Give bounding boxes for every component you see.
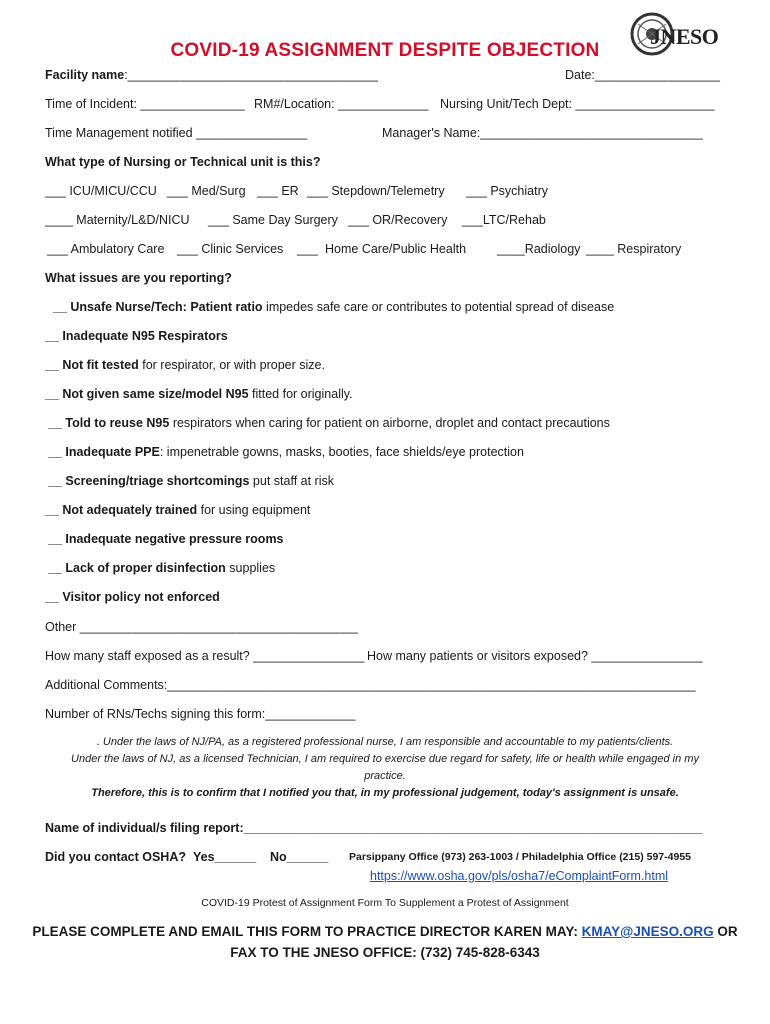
nursing-unit-field[interactable]: Nursing Unit/Tech Dept: ____________________ bbox=[440, 97, 715, 111]
issue-label: __ Inadequate negative pressure rooms bbox=[48, 532, 284, 546]
unit-med-surg[interactable]: ___ Med/Surg bbox=[167, 184, 246, 198]
unit-or-recovery[interactable]: ___ OR/Recovery bbox=[348, 213, 448, 227]
issue-label: __ Lack of proper disinfection bbox=[48, 561, 226, 575]
unit-ambulatory[interactable]: ___ Ambulatory Care bbox=[47, 242, 165, 256]
facility-name-field[interactable] bbox=[45, 68, 378, 82]
issue-detail: impedes safe care or contributes to potential spread of disease bbox=[262, 300, 615, 314]
unit-er[interactable]: ___ ER bbox=[257, 184, 299, 198]
issue-detail: for using equipment bbox=[197, 503, 311, 517]
footer-email-link[interactable]: KMAY@JNESO.ORG bbox=[581, 924, 714, 939]
unit-radiology[interactable]: ____Radiology bbox=[497, 242, 581, 256]
unit-ltc-rehab[interactable]: ___LTC/Rehab bbox=[462, 213, 546, 227]
unit-question: What type of Nursing or Technical unit is this? bbox=[45, 155, 321, 169]
statement-line-1: . Under the laws of NJ/PA, as a registered professional nurse, I am responsible and accountable to my patients/clients. bbox=[96, 736, 674, 748]
issue-label: __ Unsafe Nurse/Tech: Patient ratio bbox=[53, 300, 263, 314]
issue-detail: put staff at risk bbox=[249, 474, 334, 488]
issue-label: __ Not adequately trained bbox=[45, 503, 198, 517]
statement-line-2: Under the laws of NJ, as a licensed Technician, I am required to exercise due regard for safety, life or health while engaged in my bbox=[71, 753, 699, 765]
footer-instruction bbox=[0, 924, 770, 939]
issue-item[interactable] bbox=[45, 590, 220, 604]
issue-detail: respirators when caring for patient on airborne, droplet and contact precautions bbox=[169, 416, 610, 430]
logo-text: JNESO bbox=[650, 24, 719, 49]
unit-respiratory[interactable]: ____ Respiratory bbox=[586, 242, 682, 256]
date-field[interactable]: Date:__________________ bbox=[565, 68, 721, 82]
unit-stepdown[interactable]: ___ Stepdown/Telemetry bbox=[307, 184, 445, 198]
footer-text-or: OR bbox=[713, 924, 738, 939]
issue-item[interactable] bbox=[45, 358, 325, 372]
osha-no-field[interactable]: No______ bbox=[270, 850, 329, 864]
issue-label: __ Not fit tested bbox=[45, 358, 139, 372]
issue-label: __ Told to reuse N95 bbox=[48, 416, 170, 430]
issue-item[interactable] bbox=[53, 300, 614, 314]
filing-name-field[interactable]: Name of individual/s filing report:__________________________________________________________________ bbox=[45, 821, 703, 835]
issue-item[interactable] bbox=[48, 474, 334, 488]
issue-detail: supplies bbox=[225, 561, 276, 575]
unit-icu[interactable]: ___ ICU/MICU/CCU bbox=[45, 184, 157, 198]
additional-comments-field[interactable]: Additional Comments:____________________________________________________________________________ bbox=[45, 678, 696, 692]
other-field[interactable]: Other ________________________________________ bbox=[45, 620, 358, 634]
osha-offices: Parsippany Office (973) 263-1003 / Philadelphia Office (215) 597-4955 bbox=[349, 851, 691, 863]
issue-item[interactable] bbox=[45, 503, 310, 517]
unit-same-day-surgery[interactable]: ___ Same Day Surgery bbox=[208, 213, 338, 227]
issue-label: __ Screening/triage shortcomings bbox=[48, 474, 250, 488]
osha-complaint-link[interactable]: https://www.osha.gov/pls/osha7/eComplaintForm.html bbox=[370, 869, 669, 883]
protest-note: COVID-19 Protest of Assignment Form To Supplement a Protest of Assignment bbox=[201, 897, 569, 909]
issue-detail: : impenetrable gowns, masks, booties, face shields/eye protection bbox=[159, 445, 524, 459]
staff-exposed-field[interactable]: How many staff exposed as a result? ________________ bbox=[45, 649, 365, 663]
osha-yes-field[interactable]: Yes______ bbox=[193, 850, 257, 864]
room-location-field[interactable]: RM#/Location: _____________ bbox=[254, 97, 429, 111]
issue-item[interactable] bbox=[48, 561, 275, 575]
issue-label: __ Inadequate N95 Respirators bbox=[45, 329, 228, 343]
issue-label: __ Not given same size/model N95 bbox=[45, 387, 249, 401]
facility-label: Facility name bbox=[45, 68, 125, 82]
issue-label: __ Visitor policy not enforced bbox=[45, 590, 220, 604]
unit-psychiatry[interactable]: ___ Psychiatry bbox=[466, 184, 548, 198]
issue-item[interactable] bbox=[48, 532, 284, 546]
unit-clinic[interactable]: ___ Clinic Services bbox=[177, 242, 284, 256]
footer-text: PLEASE COMPLETE AND EMAIL THIS FORM TO PRACTICE DIRECTOR KAREN MAY: bbox=[32, 924, 582, 939]
issues-question: What issues are you reporting? bbox=[45, 271, 232, 285]
statement-confirmation: Therefore, this is to confirm that I notified you that, in my professional judgement, today's assignment is unsafe. bbox=[91, 787, 679, 799]
page-title: COVID-19 ASSIGNMENT DESPITE OBJECTION bbox=[170, 40, 600, 61]
issue-label: __ Inadequate PPE bbox=[48, 445, 160, 459]
issue-item[interactable] bbox=[45, 329, 228, 343]
issue-item[interactable] bbox=[45, 387, 353, 401]
issue-item[interactable] bbox=[48, 416, 610, 430]
issue-detail: fitted for originally. bbox=[248, 387, 353, 401]
unit-home-care: Home Care/Public Health bbox=[325, 242, 467, 256]
issue-item[interactable] bbox=[48, 445, 524, 459]
number-signing-field[interactable]: Number of RNs/Techs signing this form:_____________ bbox=[45, 707, 356, 721]
footer-fax: FAX TO THE JNESO OFFICE: (732) 745-828-6343 bbox=[230, 945, 540, 960]
manager-name-field[interactable]: Manager's Name:________________________________ bbox=[382, 126, 703, 140]
unit-home-care-blank[interactable]: ___ bbox=[297, 242, 318, 256]
osha-question: Did you contact OSHA? bbox=[45, 850, 186, 864]
statement-line-3: practice. bbox=[364, 770, 406, 782]
unit-maternity[interactable]: ____ Maternity/L&D/NICU bbox=[45, 213, 190, 227]
issue-detail: for respirator, or with proper size. bbox=[138, 358, 325, 372]
time-management-field[interactable]: Time Management notified ________________ bbox=[45, 126, 308, 140]
time-of-incident-field[interactable]: Time of Incident: _______________ bbox=[45, 97, 245, 111]
patients-exposed-field[interactable]: How many patients or visitors exposed? ________________ bbox=[367, 649, 703, 663]
facility-line: :____________________________________ bbox=[124, 68, 378, 82]
